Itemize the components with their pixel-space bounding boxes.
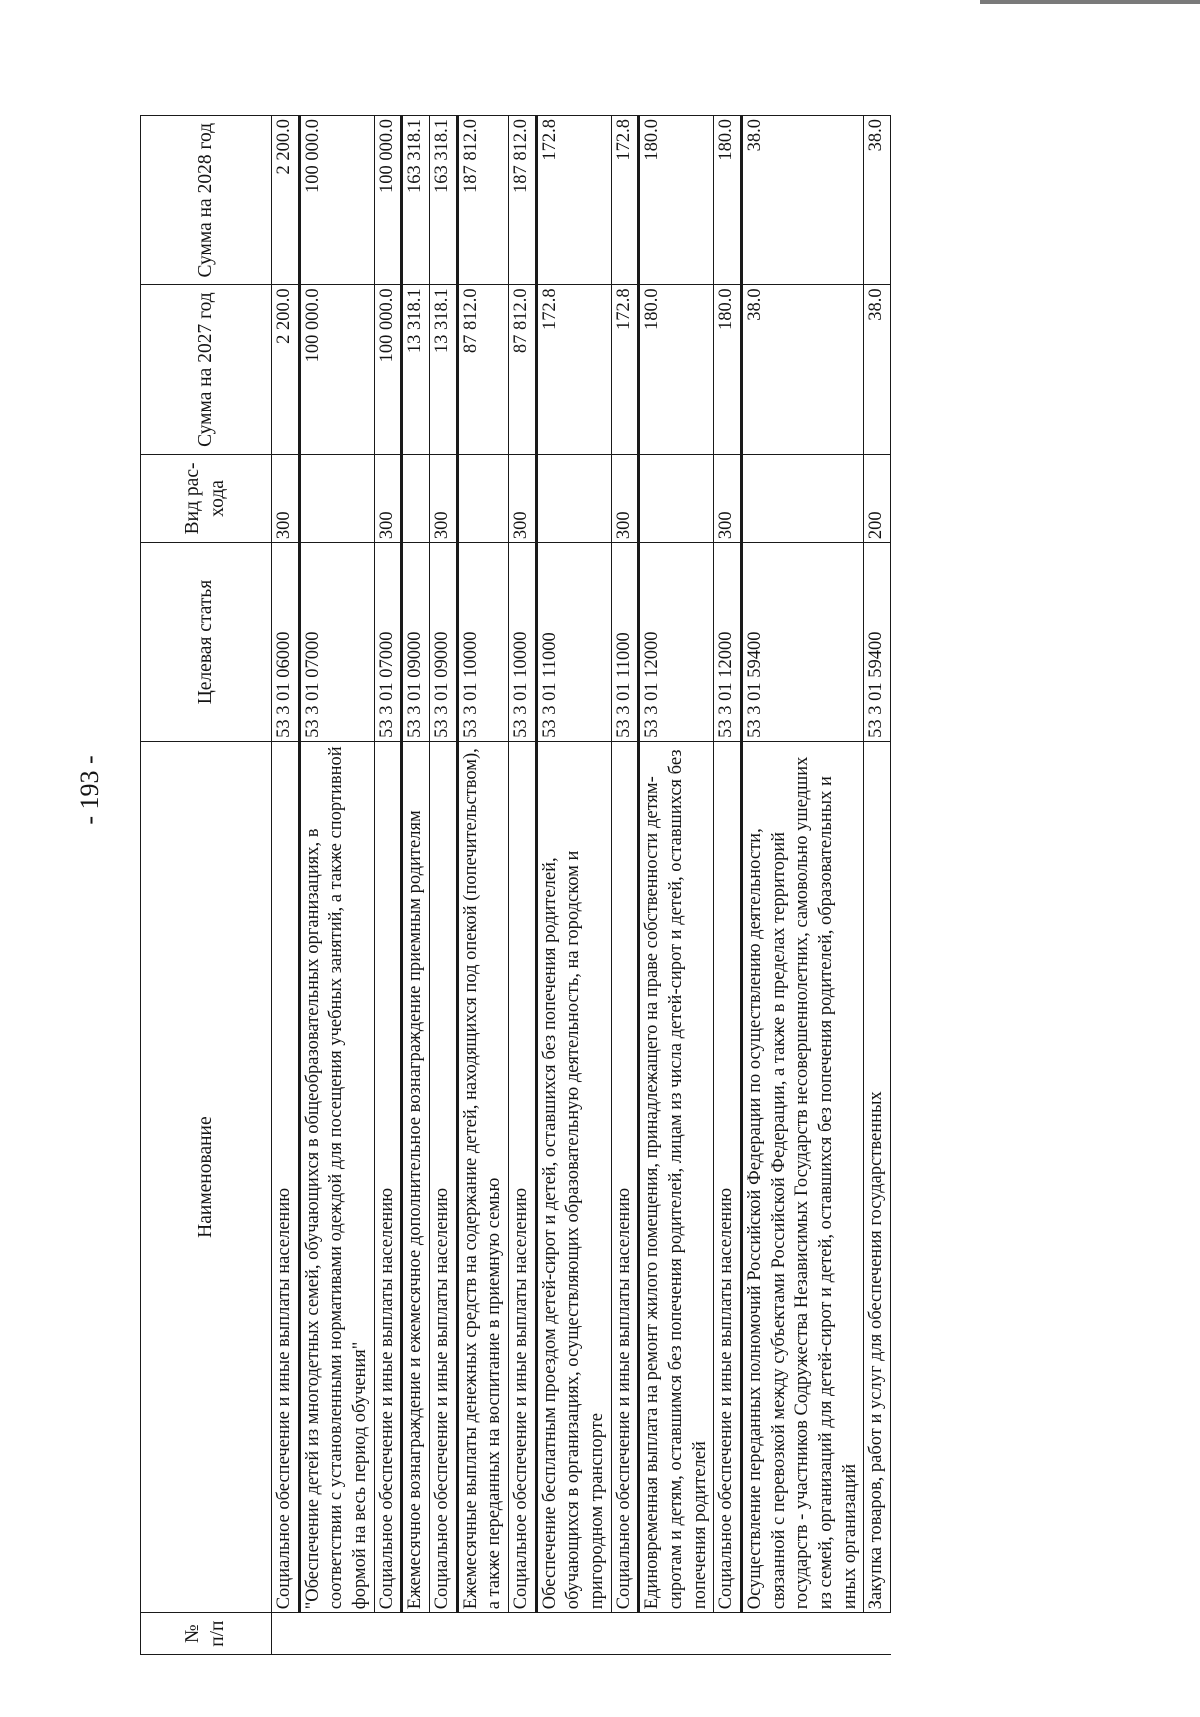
row-sum-2027: 172.8	[611, 285, 639, 454]
row-code: 53 3 01 07000	[374, 543, 402, 742]
row-name: Ежемесячные выплаты денежных средств на содержание детей, находящихся под опекой (попечительством), а также переданных на воспитание в приемную семью	[457, 741, 508, 1612]
row-sum-2027: 180.0	[714, 285, 742, 454]
row-name: Ежемесячное вознаграждение и ежемесячное дополнительное вознаграждение приемным родителям	[402, 741, 430, 1612]
row-name: Социальное обеспечение и иные выплаты населению	[430, 741, 458, 1612]
row-num	[457, 1613, 508, 1655]
table-row	[402, 116, 430, 1655]
row-name: Социальное обеспечение и иные выплаты населению	[374, 741, 402, 1612]
row-type: 200	[864, 454, 891, 542]
table-row	[374, 116, 402, 1655]
row-type: 300	[374, 454, 402, 542]
row-num	[536, 1613, 611, 1655]
col-header-sum-2027: Сумма на 2027 год	[141, 285, 272, 454]
page-number: - 193 -	[75, 755, 104, 825]
row-num	[639, 1613, 714, 1655]
row-sum-2028: 172.8	[611, 116, 639, 285]
row-num	[611, 1613, 639, 1655]
col-header-num: № п/п	[141, 1613, 272, 1655]
row-sum-2028: 187 812.0	[457, 116, 508, 285]
table-row	[299, 116, 374, 1655]
row-type: 300	[509, 454, 537, 542]
row-num	[430, 1613, 458, 1655]
row-code: 53 3 01 07000	[299, 543, 374, 742]
table-row	[611, 116, 639, 1655]
row-name: Обеспечение бесплатным проездом детей-сирот и детей, оставшихся без попечения родителей, обучающихся в организациях, осуществляющих образовательную деятельность, на городском и пригородном транспорте	[536, 741, 611, 1612]
row-num	[742, 1613, 864, 1655]
row-num	[864, 1613, 891, 1655]
table-row	[742, 116, 864, 1655]
row-sum-2027: 2 200.0	[272, 285, 300, 454]
row-sum-2028: 180.0	[714, 116, 742, 285]
budget-table	[140, 115, 891, 1655]
row-num	[374, 1613, 402, 1655]
row-name: Единовременная выплата на ремонт жилого помещения, принадлежащего на праве собственности детям-сиротам и детям, оставшимся без попечения родителей, лицам из числа детей-сирот и детей, оставшихся без попечения родителей	[639, 741, 714, 1612]
row-type: 300	[611, 454, 639, 542]
row-code: 53 3 01 12000	[714, 543, 742, 742]
row-name: Социальное обеспечение и иные выплаты населению	[714, 741, 742, 1612]
col-header-type: Вид рас-хода	[141, 454, 272, 542]
col-header-code: Целевая статья	[141, 543, 272, 742]
row-name: "Обеспечение детей из многодетных семей, обучающихся в общеобразовательных организациях, в соответствии с установленными нормативами одеждой для посещения учебных занятий, а также спортивной формой на весь период обучения"	[299, 741, 374, 1612]
row-sum-2028: 2 200.0	[272, 116, 300, 285]
row-type: 300	[272, 454, 300, 542]
row-code: 53 3 01 10000	[457, 543, 508, 742]
row-sum-2028: 172.8	[536, 116, 611, 285]
table-header-row	[141, 116, 272, 1655]
row-sum-2028: 163 318.1	[430, 116, 458, 285]
row-code: 53 3 01 11000	[611, 543, 639, 742]
row-name: Социальное обеспечение и иные выплаты населению	[272, 741, 300, 1612]
row-sum-2027: 172.8	[536, 285, 611, 454]
row-sum-2028: 187 812.0	[509, 116, 537, 285]
row-type	[639, 454, 714, 542]
row-sum-2027: 38.0	[864, 285, 891, 454]
row-name: Социальное обеспечение и иные выплаты населению	[611, 741, 639, 1612]
row-type	[402, 454, 430, 542]
col-header-sum-2028: Сумма на 2028 год	[141, 116, 272, 285]
budget-table-container	[140, 115, 1070, 1655]
row-name: Социальное обеспечение и иные выплаты населению	[509, 741, 537, 1612]
row-sum-2027: 13 318.1	[402, 285, 430, 454]
row-name: Осуществление переданных полномочий Российской Федерации по осуществлению деятельности, связанной с перевозкой между субъектами Российской Федерации, а также в пределах территорий государств - участников Содружества Независимых Государств несовершеннолетних, самовольно ушедших из семей, организаций для детей-сирот и детей, оставшихся без попечения родителей, образовательных и иных организаций	[742, 741, 864, 1612]
row-sum-2028: 180.0	[639, 116, 714, 285]
row-sum-2027: 87 812.0	[457, 285, 508, 454]
row-sum-2027: 180.0	[639, 285, 714, 454]
row-code: 53 3 01 10000	[509, 543, 537, 742]
row-num	[509, 1613, 537, 1655]
col-header-name: Наименование	[141, 741, 272, 1612]
row-type	[299, 454, 374, 542]
table-row	[639, 116, 714, 1655]
row-type: 300	[714, 454, 742, 542]
row-sum-2028: 100 000.0	[299, 116, 374, 285]
row-sum-2027: 100 000.0	[374, 285, 402, 454]
table-row	[430, 116, 458, 1655]
table-row	[509, 116, 537, 1655]
row-type	[536, 454, 611, 542]
row-code: 53 3 01 12000	[639, 543, 714, 742]
row-num	[714, 1613, 742, 1655]
row-sum-2027: 13 318.1	[430, 285, 458, 454]
row-num	[299, 1613, 374, 1655]
row-sum-2027: 38.0	[742, 285, 864, 454]
row-sum-2028: 38.0	[742, 116, 864, 285]
top-edge-rule	[980, 0, 1200, 4]
row-sum-2028: 100 000.0	[374, 116, 402, 285]
row-type	[742, 454, 864, 542]
table-row	[272, 116, 300, 1655]
row-num	[272, 1613, 300, 1655]
row-name: Закупка товаров, работ и услуг для обеспечения государственных	[864, 741, 891, 1612]
row-type	[457, 454, 508, 542]
row-sum-2028: 163 318.1	[402, 116, 430, 285]
row-code: 53 3 01 11000	[536, 543, 611, 742]
table-row	[457, 116, 508, 1655]
row-code: 53 3 01 09000	[430, 543, 458, 742]
row-code: 53 3 01 09000	[402, 543, 430, 742]
row-type: 300	[430, 454, 458, 542]
row-sum-2027: 87 812.0	[509, 285, 537, 454]
row-code: 53 3 01 59400	[742, 543, 864, 742]
table-row	[536, 116, 611, 1655]
row-code: 53 3 01 59400	[864, 543, 891, 742]
table-row	[714, 116, 742, 1655]
table-row	[864, 116, 891, 1655]
row-num	[402, 1613, 430, 1655]
row-sum-2027: 100 000.0	[299, 285, 374, 454]
row-sum-2028: 38.0	[864, 116, 891, 285]
row-code: 53 3 01 06000	[272, 543, 300, 742]
